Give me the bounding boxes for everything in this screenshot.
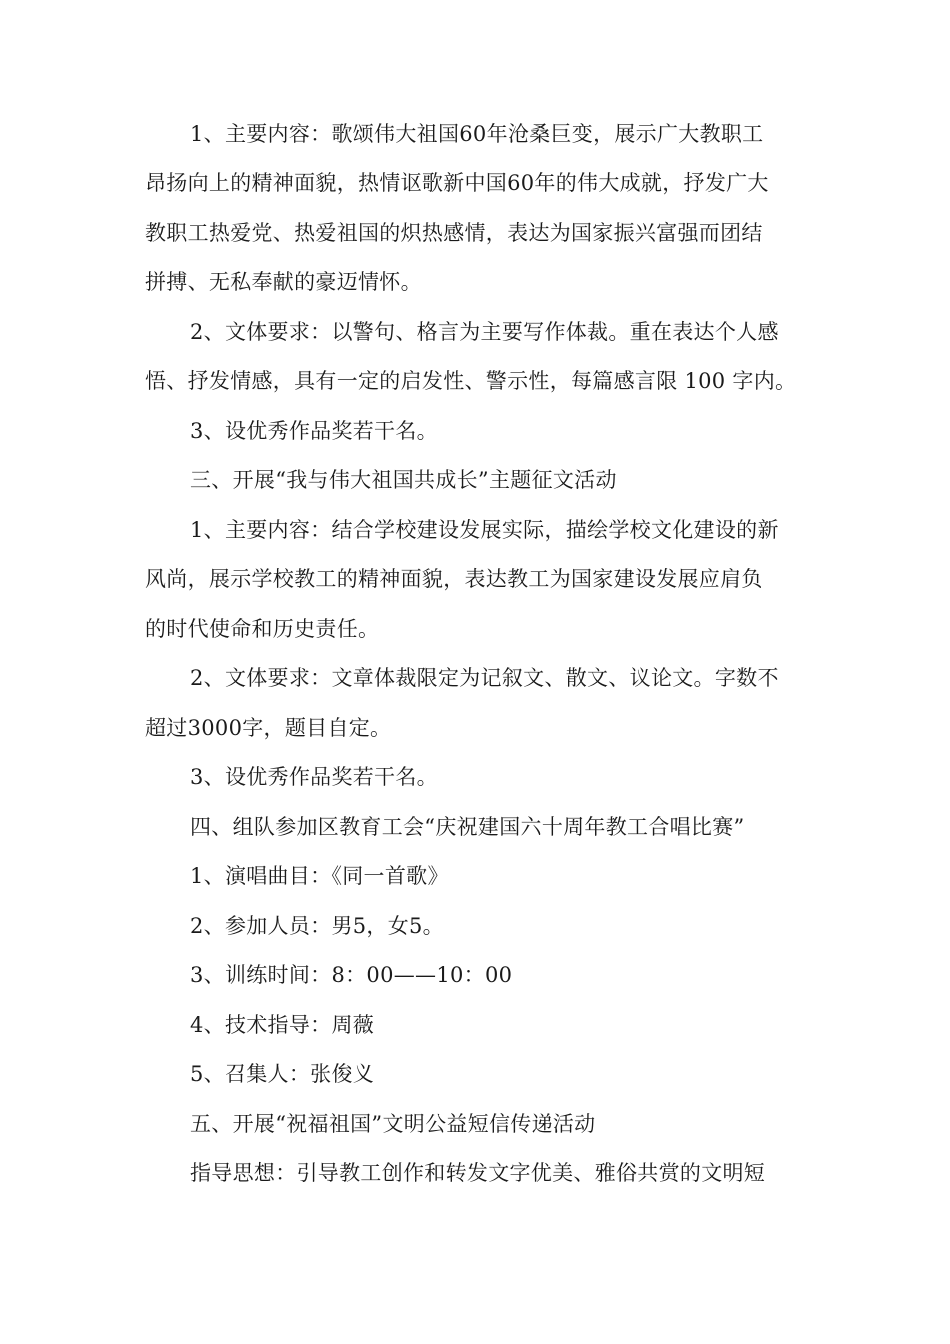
- section-heading: 五、开展“祝福祖国”文明公益短信传递活动: [190, 1112, 596, 1136]
- paragraph-line: 拼搏、无私奉献的豪迈情怀。: [145, 270, 422, 294]
- list-item: 4、技术指导：周薇: [190, 1013, 375, 1037]
- paragraph-line: 1、主要内容：结合学校建设发展实际，描绘学校文化建设的新: [190, 518, 779, 542]
- paragraph-line: 指导思想：引导教工创作和转发文字优美、雅俗共赏的文明短: [190, 1161, 766, 1185]
- list-item: 2、参加人员：男5，女5。: [190, 914, 444, 938]
- paragraph-line: 2、文体要求：以警句、格言为主要写作体裁。重在表达个人感: [190, 320, 779, 344]
- paragraph-line: 教职工热爱党、热爱祖国的炽热感情，表达为国家振兴富强而团结: [145, 221, 763, 245]
- paragraph-line: 超过3000字，题目自定。: [145, 716, 392, 740]
- section-heading: 四、组队参加区教育工会“庆祝建国六十周年教工合唱比赛”: [190, 815, 745, 839]
- list-item: 5、召集人：张俊义: [190, 1062, 375, 1086]
- paragraph-line: 2、文体要求：文章体裁限定为记叙文、散文、议论文。字数不: [190, 666, 779, 690]
- paragraph-line: 的时代使命和历史责任。: [145, 617, 380, 641]
- paragraph-line: 风尚，展示学校教工的精神面貌，表达教工为国家建设发展应肩负: [145, 567, 763, 591]
- paragraph-line: 1、主要内容：歌颂伟大祖国60年沧桑巨变，展示广大教职工: [190, 122, 764, 146]
- paragraph-line: 3、设优秀作品奖若干名。: [190, 765, 438, 789]
- paragraph-line: 悟、抒发情感，具有一定的启发性、警示性，每篇感言限 100 字内。: [145, 369, 797, 393]
- paragraph-line: 3、设优秀作品奖若干名。: [190, 419, 438, 443]
- list-item: 3、训练时间：8：00——10：00: [190, 963, 513, 987]
- paragraph-line: 昂扬向上的精神面貌，热情讴歌新中国60年的伟大成就，抒发广大: [145, 171, 769, 195]
- section-heading: 三、开展“我与伟大祖国共成长”主题征文活动: [190, 468, 617, 492]
- list-item: 1、演唱曲目：《同一首歌》: [190, 864, 449, 888]
